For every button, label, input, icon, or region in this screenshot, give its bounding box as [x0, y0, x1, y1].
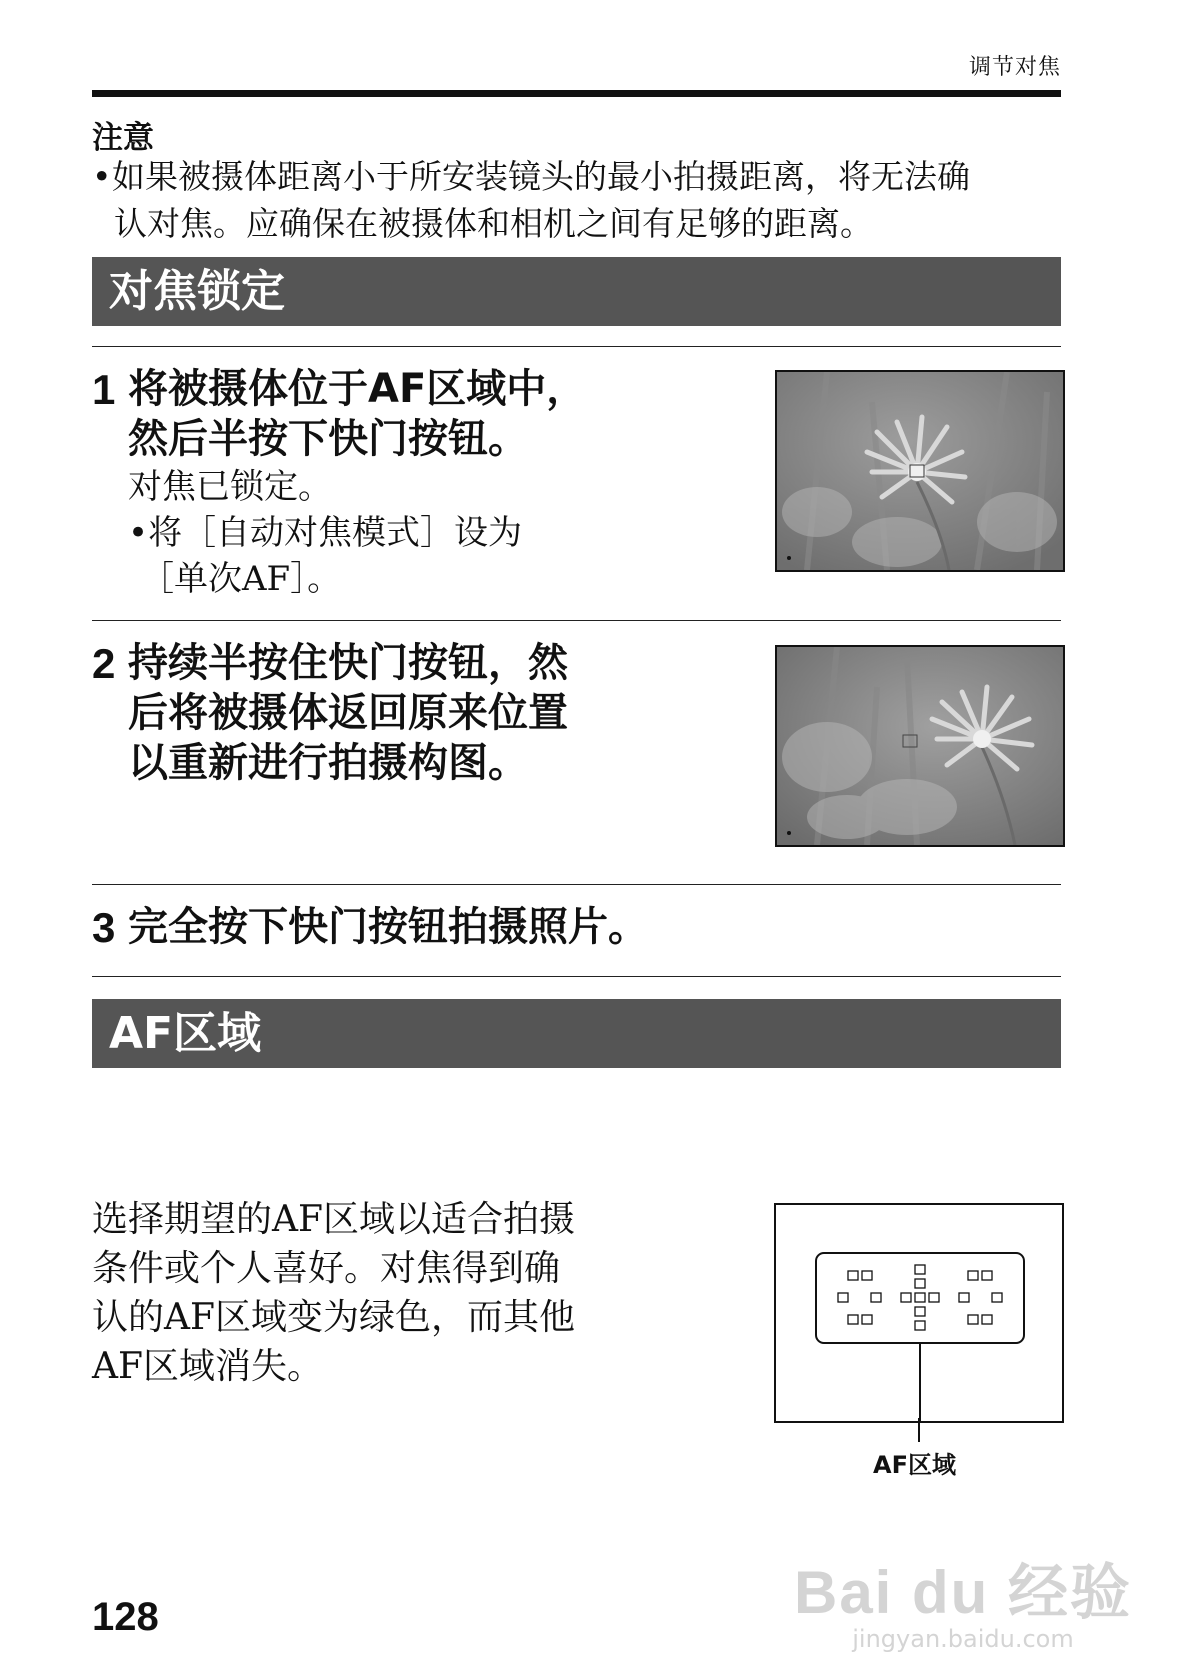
flower-illustration: [777, 372, 1063, 570]
divider: [92, 346, 1061, 347]
note-title: 注意: [92, 120, 154, 156]
note-line-1: 如果被摄体距离小于所安装镜头的最小拍摄距离，将无法确: [112, 157, 970, 196]
step-number: 3: [92, 904, 116, 951]
intro-line: 条件或个人喜好。对焦得到确: [92, 1248, 561, 1289]
watermark-brand: Bai du 经验: [793, 1559, 1132, 1626]
diagram-leader-line: [918, 1418, 920, 1442]
intro-line: 认的AF区域变为绿色，而其他: [92, 1297, 575, 1338]
baidu-jingyan-watermark: [794, 1545, 1132, 1653]
bullet-glyph: •: [128, 513, 149, 553]
step-bullet-line: 将［自动对焦模式］设为: [148, 513, 523, 553]
af-area-callout-label: AF区域: [873, 1451, 956, 1479]
step-title-line: 将被摄体位于AF区域中，: [128, 366, 587, 412]
note-text: [92, 153, 1062, 247]
step-title-line: 后将被摄体返回原来位置: [128, 690, 568, 736]
page-number: 128: [92, 1595, 159, 1639]
step-body-text: 对焦已锁定。: [128, 467, 332, 507]
step-title-line: 持续半按住快门按钮，然: [128, 640, 568, 686]
step-number: 2: [92, 640, 116, 687]
running-header: 调节对焦: [968, 55, 1061, 80]
intro-line: 选择期望的AF区域以适合拍摄: [92, 1199, 575, 1240]
flower-illustration: [777, 647, 1063, 845]
section-heading-focus-lock: 对焦锁定: [92, 257, 1061, 326]
bullet-glyph: •: [92, 157, 112, 196]
af-area-intro: [92, 1195, 632, 1391]
section-heading-af-area: AF区域: [92, 999, 1061, 1068]
step-title-line: 以重新进行拍摄构图。: [128, 740, 528, 786]
step-title-line: 然后半按下快门按钮。: [128, 416, 528, 462]
flower-photo-recomposed: [775, 645, 1065, 847]
step-1-body: [128, 464, 648, 602]
intro-line: AF区域消失。: [92, 1346, 323, 1387]
divider: [92, 620, 1061, 621]
step-title-line: 完全按下快门按钮拍摄照片。: [128, 904, 648, 950]
flower-photo-centered: [775, 370, 1065, 572]
note-line-2: 认对焦。应确保在被摄体和相机之间有足够的距离。: [114, 204, 873, 243]
af-points-schematic: [776, 1205, 1062, 1421]
step-bullet-line: ［单次AF］。: [140, 559, 342, 599]
watermark-url: jingyan.baidu.com: [852, 1625, 1074, 1653]
af-area-diagram: [774, 1203, 1064, 1423]
step-1-title: [128, 364, 648, 464]
header-rule: [92, 90, 1061, 97]
step-3-title: [128, 902, 888, 952]
step-number: 1: [92, 366, 116, 413]
step-2-title: [128, 638, 648, 788]
divider: [92, 976, 1061, 977]
divider: [92, 884, 1061, 885]
